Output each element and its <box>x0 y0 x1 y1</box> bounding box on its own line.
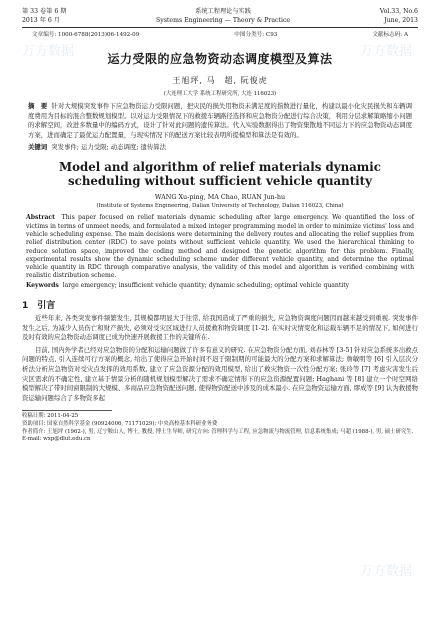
intro-paragraph-1: 近些年来, 各类突发事件频繁发生, 其规模都明显大于往常, 给我国造成了严重的损失, 应急物资调度问题因而越来越受到重视. 突发事件发生之后, 为减少人员伤亡和财产损失, 必须对受灾区域进行人员援救和物资调度 [1-2]. 在实时灾情变化和运载车辆不足的情况下, 如何进行及时有效的应急物资动态调度已成为快速开展救援工作的关键所在. <box>22 314 418 342</box>
journal-name-en: Systems Engineering — Theory & Practice <box>156 16 291 24</box>
date-en: June, 2013 <box>384 16 418 24</box>
volume-issue-en: Vol.33, No.6 <box>379 8 418 15</box>
abstract-label-cn: 摘 要 <box>28 102 48 110</box>
footnote-divider <box>22 410 112 411</box>
author-bio: 作者简介: 王旭坪 (1962-), 男, 辽宁鞍山人, 博士, 教授, 博士生导师, 研究方向: 管理科学与工程, 应急物流与物流管理, 信息系统集成; 马超 (1988-), 男, 硕士研究生. <box>22 428 414 435</box>
watermark: 万方数据 <box>22 44 75 59</box>
header-left <box>22 8 66 25</box>
keywords-text-cn: 突发事件; 运力受限; 动态调度; 遗传算法 <box>51 143 167 152</box>
affiliation-en: (Institute of Systems Engineering, Dalian University of Technology, Dalian 116023, China) <box>96 203 344 210</box>
received-date: 收稿日期: 2011-04-25 <box>22 413 79 420</box>
contact-email: E-mail: wxp@dlut.edu.cn <box>22 436 91 443</box>
abstract-en <box>22 214 418 280</box>
running-header <box>22 8 418 25</box>
watermark: 万方数据 <box>360 564 413 579</box>
section-heading-introduction: 1 引言 <box>22 301 56 312</box>
abstract-cn <box>22 102 418 140</box>
abstract-label-en: Abstract <box>26 214 55 222</box>
keywords-label-cn: 关键词 <box>28 143 48 152</box>
keywords-en <box>22 282 418 290</box>
clc-number: 中图分类号: C93 <box>234 32 278 38</box>
abstract-text-cn: 针对大规模突发事件下应急物资运力受限问题，把灾民的损失用物资未满足度的指数进行量化，构建以最小化灾民损失和车辆调度费用为目标的混合整数规划模型。以对运力受限情况下的救援车辆路径选择和应急物资分配进行综合决策，利用分层求解策略缩小问题的求解空间，改进多数量中的编码方式，设计了针对此问题的遗传算法。代入实验数据得出了物资集散地不同运力下的应急物资动态调度方案，进而确定了最优运力配置量，与现实情况下的配送方案比较表明所提模型和算法是有效的。 <box>28 102 413 139</box>
keywords-text-en: large emergency; insufficient vehicle quantity; dynamic scheduling; optimal vehicle quantity <box>62 281 350 289</box>
funding-info: 资助项目: 国家自然科学基金 (90924006, 71171029); 中央高校基本科研业务费 <box>22 420 218 427</box>
header-right <box>380 8 418 25</box>
date-cn: 2013 年 6 月 <box>22 16 60 24</box>
article-number: 文章编号: 1000-6788(2013)06-1492-09 <box>32 32 140 38</box>
keywords-label-en: Keywords <box>26 281 59 289</box>
authors-en: WANG Xu-ping, MA Chao, RUAN Jun-hu <box>154 193 286 202</box>
journal-name-cn: 系统工程理论与实践 <box>195 8 251 15</box>
title-en: Model and algorithm of relief materials dynamic scheduling without sufficient vehicle quantity <box>59 160 381 189</box>
footnote-block <box>22 413 418 443</box>
header-center <box>156 8 290 25</box>
document-code: 文献标志码: A <box>372 32 408 38</box>
title-cn: 运力受限的应急物资动态调度模型及算法 <box>107 52 333 66</box>
authors-cn: 王旭坪, 马 超, 阮俊虎 <box>172 76 268 85</box>
keywords-cn <box>22 142 418 151</box>
header-divider <box>22 27 418 28</box>
intro-paragraph-2: 目前, 国内外学者已经对应急物资的分配和运输问题做了许多有意义的研究. 在应急物资分配方面, 刘春林等 [3-5] 针对应急系统多出救点问题的特点, 引入连续可行方案的概念, 给出了使得应急开始时间不迟于限制期的可能最大的分配方案和求解算法; 詹敏明等 [6] 引入层次分析法分析应急物资对受灾点发挥的效用系数, 建立了应急资源分配的效用模型, 给出了救灾物资一次性分配方案; 张玲等 [7] 考虑灾害发生后灾区需求的不确定性, 建立基于情景分析的随机规划模型解决了需求不确定情形下的应急资源配置问题; Haghani 等 [8] 建立一个时空网络模型解决了带时间窗限制的大规模、多商品应急物资配送问题, 使得物资配送中涉及的成本最小. 在应急物资运输方面, 缪成等 [9] 认为救援物资运输问题综合了多物资多起 <box>22 345 419 402</box>
watermark: 万方数据 <box>360 44 413 59</box>
article-meta <box>22 30 418 38</box>
abstract-text-en: This paper focused on relief materials dynamic scheduling after large emergency. We quantified the loss of victims in terms of unmeet needs, and formulated a mixed integer programming model in order to minimize victims' loss and vehicle scheduling expense. The main decisions were determining the delivery routes and allocating the relief supplies from relief distribution center (RDC) to save points without sufficient vehicle quantity. We used the hierarchical thinking to reduce solution space, improved the coding method and designed the genetic algorithm for this problem. Finally, experimental results show the dynamic scheduling scheme under different vehicle quantity, and determine the optimal vehicle quantity in RDC through comparative analysis, the validity of this model and algorithm is verified combining with realistic distribution scheme. <box>26 214 415 280</box>
affiliation-cn: (大连理工大学 系统工程研究所, 大连 116023) <box>163 91 277 97</box>
volume-issue-cn: 第 33 卷第 6 期 <box>22 8 67 15</box>
